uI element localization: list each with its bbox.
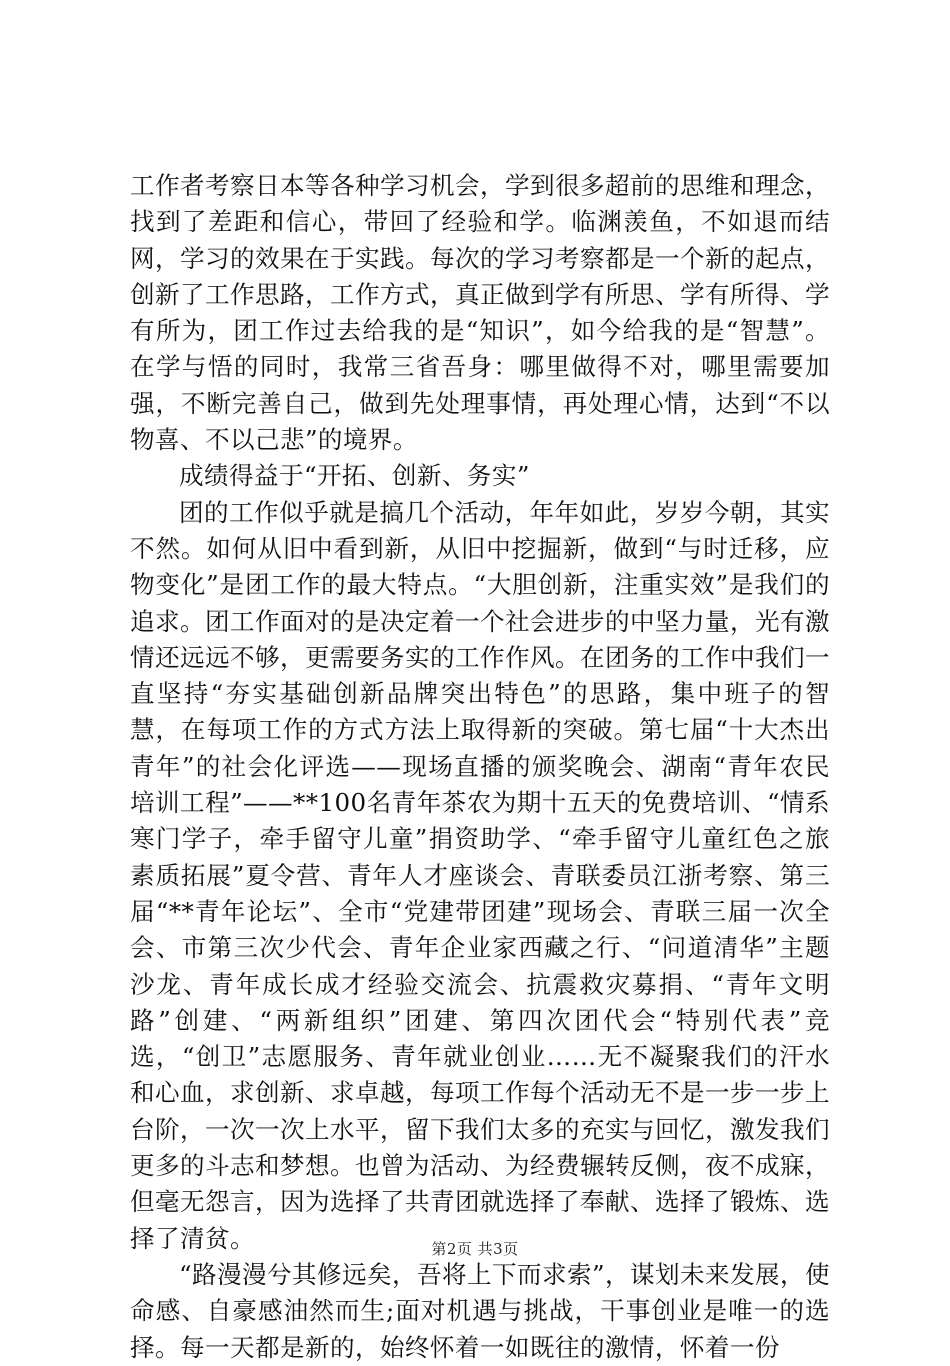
section-heading: 成绩得益于“开拓、创新、务实” <box>179 461 530 491</box>
page-footer: 第2页 共3页 <box>431 1240 519 1258</box>
paragraph: “路漫漫兮其修远矣，吾将上下而求索”，谋划未来发展，使命感、自豪感油然而生;面对机遇与挑战，干事创业是唯一的选择。每一天都是新的，始终怀着一如既往的激情，怀着一份 <box>130 1259 830 1362</box>
paragraph: 团的工作似乎就是搞几个活动，年年如此，岁岁今朝，其实不然。如何从旧中看到新，从旧中挖掘新，做到“与时迁移，应物变化”是团工作的最大特点。“大胆创新，注重实效”是我们的追求。团工作面对的是决定着一个社会进步的中坚力量，光有激情还远远不够，更需要务实的工作作风。在团务的工作中我们一直坚持“夯实基础创新品牌突出特色”的思路，集中班子的智慧，在每项工作的方式方法上取得新的突破。第七届“十大杰出青年”的社会化评选——现场直播的颁奖晚会、湖南“青年农民培训工程”——**100名青年茶农为期十五天的免费培训、“情系寒门学子，牵手留守儿童”捐资助学、“牵手留守儿童红色之旅素质拓展”夏令营、青年人才座谈会、青联委员江浙考察、第三届“**青年论坛”、全市“党建带团建”现场会、青联三届一次全会、市第三次少代会、青年企业家西藏之行、“问道清华”主题沙龙、青年成长成才经验交流会、抗震救灾募捐、“青年文明路”创建、“两新组织”团建、第四次团代会“特别代表”竞选，“创卫”志愿服务、青年就业创业……无不凝聚我们的汗水和心血，求创新、求卓越，每项工作每个活动无不是一步一步上台阶，一次一次上水平，留下我们太多的充实与回忆，激发我们更多的斗志和梦想。也曾为活动、为经费辗转反侧，夜不成寐，但毫无怨言，因为选择了共青团就选择了奉献、选择了锻炼、选择了清贫。 <box>130 497 830 1253</box>
document-body <box>130 168 830 1366</box>
paragraph-continued: 工作者考察日本等各种学习机会，学到很多超前的思维和理念，找到了差距和信心，带回了经验和学。临渊羡鱼，不如退而结网，学习的效果在于实践。每次的学习考察都是一个新的起点，创新了工作思路，工作方式，真正做到学有所思、学有所得、学有所为，团工作过去给我的是“知识”，如今给我的是“智慧”。在学与悟的同时，我常三省吾身：哪里做得不对，哪里需要加强，不断完善自己，做到先处理事情，再处理心情，达到“不以物喜、不以己悲”的境界。 <box>130 171 830 455</box>
